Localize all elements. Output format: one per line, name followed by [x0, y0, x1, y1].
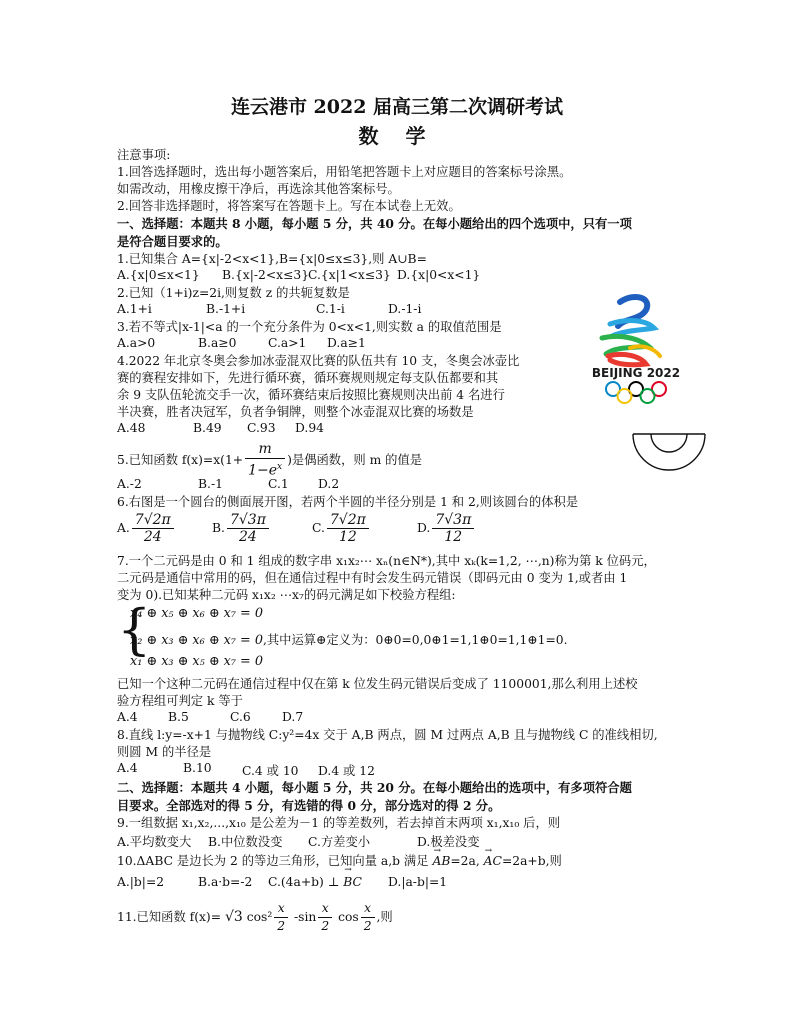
question-10-stem: 10.ΔABC 是边长为 2 的等边三角形，已知向量 a,b 满足 → AB=2a, → AC=2a+b,则 — [117, 853, 562, 870]
question-6-option-d: D. $\frac{7√3\pi}{12}$ — [417, 512, 476, 545]
question-3-option-b: B.a≥0 — [198, 336, 237, 350]
question-3-option-c: C.a>1 — [268, 336, 307, 350]
question-4-option-a: A.48 — [117, 421, 146, 435]
question-7-equation-2: x₂ ⊕ x₃ ⊕ x₆ ⊕ x₇ = 0,其中运算⊕定义为：0⊕0=0,0⊕1=1,1⊕0=1,1⊕1=0. — [130, 633, 568, 648]
logo-text: BEIJING 2022 — [591, 366, 681, 380]
question-7-option-c: C.6 — [230, 710, 251, 724]
question-6-option-c: C. $\frac{7√2\pi}{12}$ — [312, 512, 371, 545]
question-5-option-c: C.1 — [268, 477, 289, 491]
question-2-option-d: D.-1-i — [388, 302, 422, 316]
question-4-line-2: 赛的赛程安排如下，先进行循环赛，循环赛规则规定每支队伍都要和其 — [117, 371, 499, 385]
question-10-option-d: D.|a-b|=1 — [388, 875, 448, 889]
question-7-line-5: 验方程组可判定 k 等于 — [117, 694, 243, 708]
section-1-heading: 一、选择题：本题共 8 小题，每小题 5 分，共 40 分。在每小题给出的四个选项中，只有一项 — [117, 216, 632, 231]
question-9-option-c: C.方差变小 — [308, 835, 371, 849]
question-5-option-a: A.-2 — [117, 477, 142, 491]
notice-heading: 注意事项: — [117, 148, 171, 162]
question-1-option-a: A.{x|0≤x<1} — [117, 268, 200, 282]
question-3-stem: 3.若不等式|x-1|<a 的一个充分条件为 0<x<1,则实数 a 的取值范围是 — [117, 320, 502, 334]
question-2-option-c: C.1-i — [316, 302, 345, 316]
question-6-stem: 6.右图是一个圆台的侧面展开图，若两个半圆的半径分别是 1 和 2,则该圆台的体积是 — [117, 495, 579, 509]
question-3-option-a: A.a>0 — [117, 336, 156, 350]
question-8-option-c: C.4 或 10 — [242, 764, 299, 778]
question-7-line-1: 7.一个二元码是由 0 和 1 组成的数字串 x₁x₂⋯ xₙ(n∈N*),其中 xₖ(k=1,2, ⋯,n)称为第 k 位码元， — [117, 554, 656, 568]
question-8-option-d: D.4 或 12 — [318, 764, 375, 778]
question-3-option-d: D.a≥1 — [327, 336, 366, 350]
section-2-heading-cont: 目要求。全部选对的得 5 分，有选错的得 0 分，部分选对的得 2 分。 — [117, 798, 501, 813]
question-7-equation-3: x₁ ⊕ x₃ ⊕ x₅ ⊕ x₇ = 0 — [130, 654, 263, 669]
exam-title: 连云港市 2022 届高三第二次调研考试 — [230, 96, 564, 118]
question-4-line-1: 4.2022 年北京冬奥会参加冰壶混双比赛的队伍共有 10 支，冬奥会冰壶比 — [117, 354, 520, 368]
question-4-option-b: B.49 — [193, 421, 222, 435]
question-9-option-b: B.中位数没变 — [208, 835, 283, 849]
question-7-line-4: 已知一个这种二元码在通信过程中仅在第 k 位发生码元错误后变成了 1100001,那么利用上述校 — [117, 677, 638, 691]
vector-bc: → BC — [343, 875, 362, 889]
question-5-stem: 5.已知函数 f(x)=x(1+ $\frac{m}{1-e^x}$ )是偶函数，则 m 的值是 — [117, 441, 423, 479]
question-9-option-d: D.极差没变 — [417, 835, 480, 849]
question-1-option-c: C.{x|1<x≤3} — [308, 268, 391, 282]
question-7-option-b: B.5 — [168, 710, 189, 724]
question-11-stem: 11.已知函数 f(x)= √3 cos² $\frac{x}{2}$ -sin $\frac{x}{2}$ cos $\frac{x}{2}$ ,则 — [117, 901, 393, 933]
notice-item-2: 2.回答非选择题时，将答案写在答题卡上。写在本试卷上无效。 — [117, 199, 461, 213]
question-8-line-2: 则圆 M 的半径是 — [117, 745, 212, 759]
question-7-option-d: D.7 — [282, 710, 304, 724]
equation-system-brace: { — [117, 598, 152, 661]
question-7-option-a: A.4 — [117, 710, 138, 724]
question-9-stem: 9.一组数据 x₁,x₂,...,x₁₀ 是公差为－1 的等差数列，若去掉首末两项 x₁,x₁₀ 后，则 — [117, 816, 561, 830]
question-2-stem: 2.已知（1+i)z=2i,则复数 z 的共轭复数是 — [117, 286, 350, 300]
question-7-line-2: 二元码是通信中常用的码，但在通信过程中有时会发生码元错误（即码元由 0 变为 1,或者由 1 — [117, 571, 628, 585]
section-1-heading-cont: 是符合题目要求的。 — [117, 234, 228, 249]
question-6-option-a: A. $\frac{7√2\pi}{24}$ — [117, 512, 176, 545]
question-4-option-d: D.94 — [295, 421, 324, 435]
question-10-option-b: B.a·b=-2 — [198, 875, 253, 889]
exam-subject: 数 学 — [358, 124, 436, 148]
question-4-option-c: C.93 — [247, 421, 276, 435]
question-9-option-a: A.平均数变大 — [117, 835, 192, 849]
question-1-option-d: D.{x|0<x<1} — [397, 268, 481, 282]
question-10-option-a: A.|b|=2 — [117, 875, 165, 889]
question-8-option-a: A.4 — [117, 761, 138, 775]
question-10-option-c: C.(4a+b) ⊥ → BC — [268, 875, 362, 889]
question-4-line-4: 半决赛，胜者决冠军，负者争铜牌，则整个冰壶混双比赛的场数是 — [117, 405, 474, 419]
question-6-option-b: B. $\frac{7√3\pi}{24}$ — [212, 512, 271, 545]
beijing-2022-logo — [580, 290, 692, 410]
frustum-unfolding-figure — [632, 430, 706, 472]
question-2-option-b: B.-1+i — [206, 302, 246, 316]
question-8-line-1: 8.直线 l:y=-x+1 与抛物线 C:y²=4x 交于 A,B 两点，圆 M 过两点 A,B 且与抛物线 C 的准线相切, — [117, 728, 658, 742]
question-1-option-b: B.{x|-2<x≤3} — [222, 268, 310, 282]
question-8-option-b: B.10 — [183, 761, 212, 775]
question-1-stem: 1.已知集合 A={x|-2<x<1},B={x|0≤x≤3},则 A∪B= — [117, 252, 427, 266]
notice-item-1-cont: 如需改动，用橡皮擦干净后，再选涂其他答案标号。 — [117, 182, 400, 196]
vector-ac: → AC — [484, 853, 502, 870]
question-5-option-d: D.2 — [318, 477, 340, 491]
notice-item-1: 1.回答选择题时，选出每小题答案后，用铅笔把答题卡上对应题目的答案标号涂黑。 — [117, 165, 572, 179]
question-5-option-b: B.-1 — [198, 477, 223, 491]
question-7-line-3: 变为 0).已知某种二元码 x₁x₂ ⋯x₇的码元满足如下校验方程组: — [117, 588, 456, 602]
section-2-heading: 二、选择题：本题共 4 小题，每小题 5 分，共 20 分。在每小题给出的选项中，有多项符合题 — [117, 780, 632, 795]
vector-ab: → AB — [432, 853, 450, 870]
question-4-line-3: 余 9 支队伍轮流交手一次，循环赛结束后按照比赛规则决出前 4 名进行 — [117, 388, 505, 402]
question-7-equation-1: x₄ ⊕ x₅ ⊕ x₆ ⊕ x₇ = 0 — [130, 606, 263, 621]
question-2-option-a: A.1+i — [117, 302, 152, 316]
question-5-fraction: $\frac{m}{1-e^x}$ — [245, 441, 285, 480]
